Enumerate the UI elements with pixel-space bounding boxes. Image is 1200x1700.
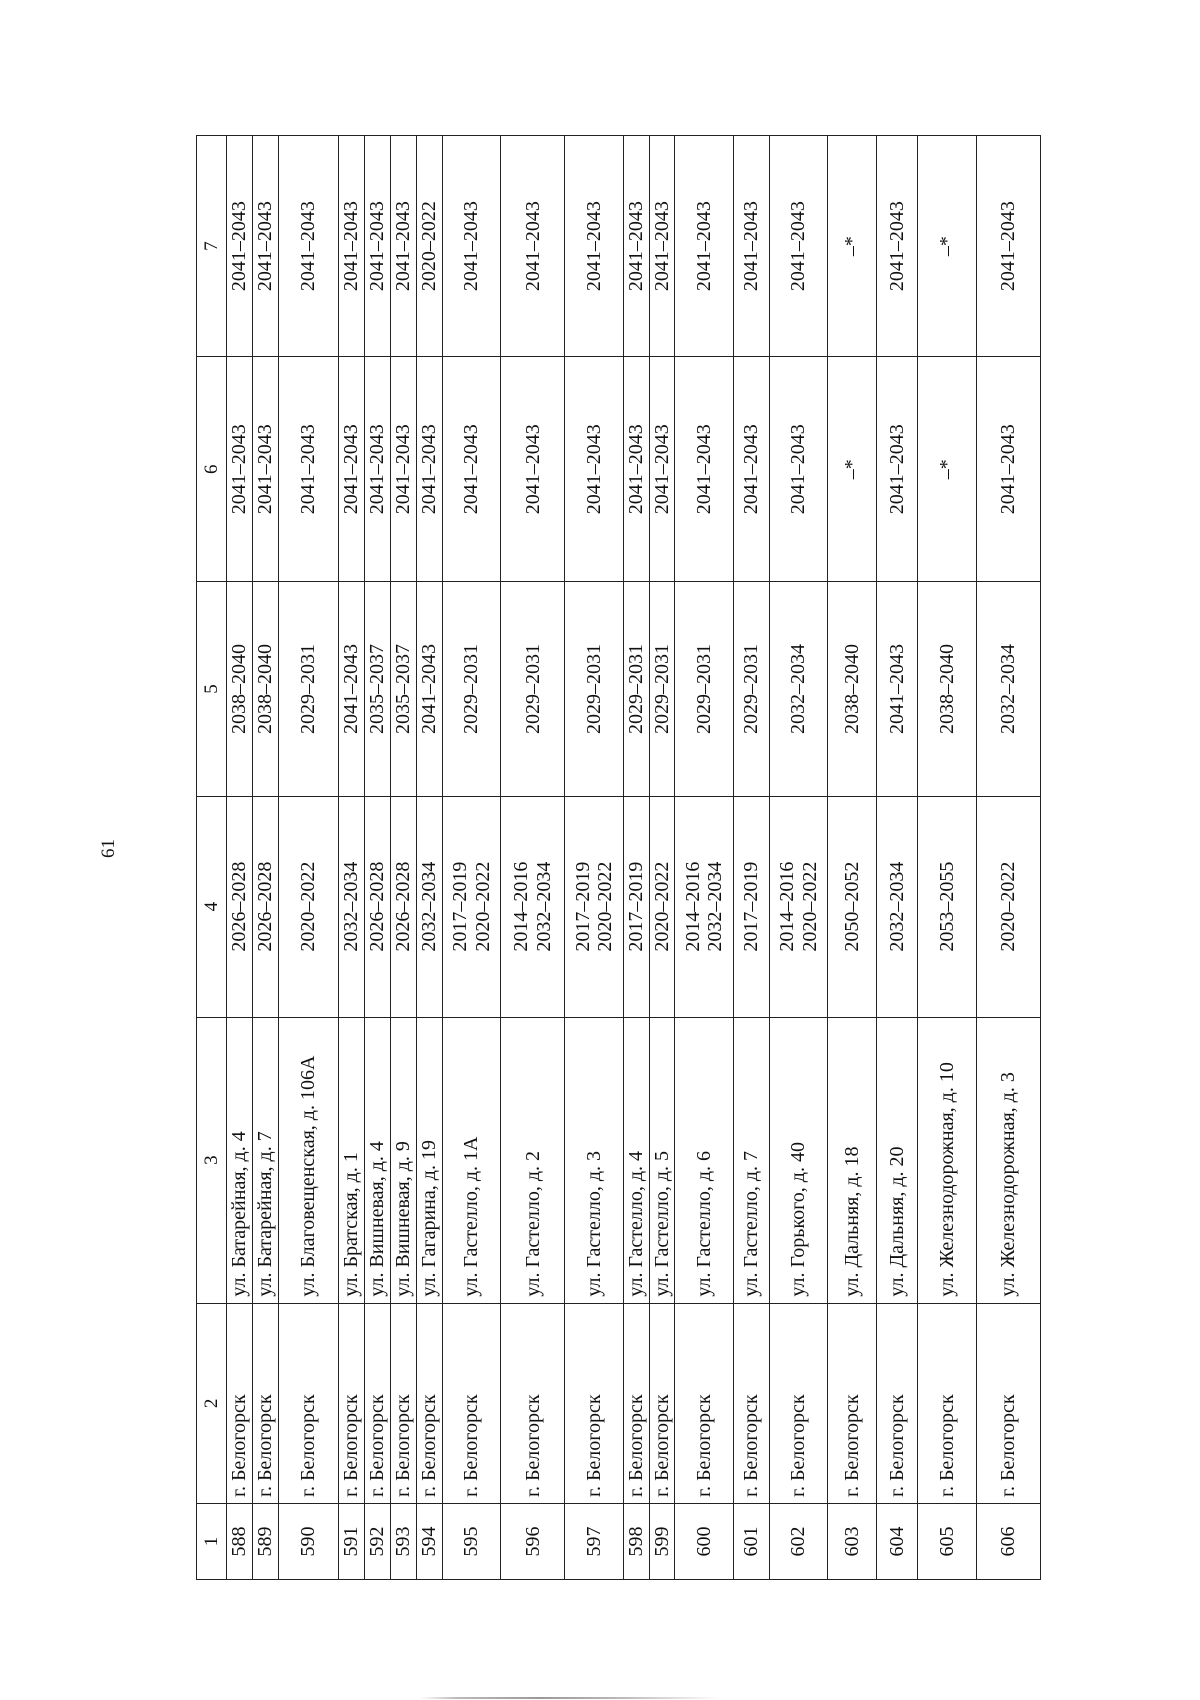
cell-col-4: 2020–2022 bbox=[976, 796, 1040, 1017]
cell-col-4: 2026–2028 bbox=[227, 796, 253, 1017]
cell-col-5: 2029–2031 bbox=[675, 582, 733, 796]
cell-col-6: 2041–2043 bbox=[976, 357, 1040, 582]
cell-col-7: 2041–2043 bbox=[391, 136, 417, 357]
cell-col-6: 2041–2043 bbox=[565, 357, 623, 582]
cell-col-6: 2041–2043 bbox=[416, 357, 442, 582]
cell-col-3: ул. Вишневая, д. 9 bbox=[391, 1017, 417, 1303]
cell-col-7: 2041–2043 bbox=[365, 136, 391, 357]
cell-col-1: 590 bbox=[278, 1504, 338, 1580]
cell-col-1: 588 bbox=[227, 1504, 253, 1580]
cell-col-6: 2041–2043 bbox=[442, 357, 500, 582]
cell-col-5: 2029–2031 bbox=[278, 582, 338, 796]
table-row bbox=[675, 136, 733, 1580]
table-row bbox=[649, 136, 675, 1580]
cell-col-5: 2038–2040 bbox=[252, 582, 278, 796]
cell-col-7: 2041–2043 bbox=[733, 136, 769, 357]
cell-col-5: 2041–2043 bbox=[339, 582, 365, 796]
cell-col-1: 602 bbox=[769, 1504, 827, 1580]
cell-col-6: –* bbox=[828, 357, 877, 582]
cell-col-3: ул. Гастелло, д. 5 bbox=[649, 1017, 675, 1303]
cell-col-1: 606 bbox=[976, 1504, 1040, 1580]
schedule-table bbox=[196, 135, 1041, 1580]
table-row bbox=[828, 136, 877, 1580]
page-number: 61 bbox=[98, 839, 119, 858]
table-row bbox=[278, 136, 338, 1580]
cell-col-7: 2041–2043 bbox=[252, 136, 278, 357]
cell-col-4: 2026–2028 bbox=[365, 796, 391, 1017]
header-col-5: 5 bbox=[197, 582, 227, 796]
cell-col-6: 2041–2043 bbox=[769, 357, 827, 582]
table-row bbox=[227, 136, 253, 1580]
cell-col-1: 601 bbox=[733, 1504, 769, 1580]
table-row bbox=[501, 136, 565, 1580]
cell-col-3: ул. Гастелло, д. 1А bbox=[442, 1017, 500, 1303]
cell-col-4: 2017–2019 bbox=[733, 796, 769, 1017]
cell-col-3: ул. Батарейная, д. 4 bbox=[227, 1017, 253, 1303]
cell-col-2: г. Белогорск bbox=[876, 1303, 918, 1503]
header-col-1: 1 bbox=[197, 1504, 227, 1580]
table-row bbox=[391, 136, 417, 1580]
cell-col-7: 2041–2043 bbox=[623, 136, 649, 357]
cell-col-2: г. Белогорск bbox=[442, 1303, 500, 1503]
cell-col-1: 593 bbox=[391, 1504, 417, 1580]
cell-col-2: г. Белогорск bbox=[649, 1303, 675, 1503]
cell-col-6: 2041–2043 bbox=[339, 357, 365, 582]
cell-col-3: ул. Вишневая, д. 4 bbox=[365, 1017, 391, 1303]
header-col-6: 6 bbox=[197, 357, 227, 582]
cell-col-3: ул. Гастелло, д. 6 bbox=[675, 1017, 733, 1303]
cell-col-1: 598 bbox=[623, 1504, 649, 1580]
cell-col-6: 2041–2043 bbox=[649, 357, 675, 582]
cell-col-1: 600 bbox=[675, 1504, 733, 1580]
cell-col-2: г. Белогорск bbox=[252, 1303, 278, 1503]
cell-col-5: 2038–2040 bbox=[828, 582, 877, 796]
cell-col-6: 2041–2043 bbox=[391, 357, 417, 582]
cell-col-3: ул. Гастелло, д. 3 bbox=[565, 1017, 623, 1303]
cell-col-7: 2041–2043 bbox=[501, 136, 565, 357]
cell-col-1: 589 bbox=[252, 1504, 278, 1580]
cell-col-3: ул. Железнодорожная, д. 3 bbox=[976, 1017, 1040, 1303]
table-row bbox=[918, 136, 976, 1580]
table-row bbox=[416, 136, 442, 1580]
cell-col-2: г. Белогорск bbox=[675, 1303, 733, 1503]
cell-col-7: –* bbox=[828, 136, 877, 357]
cell-col-4: 2026–2028 bbox=[391, 796, 417, 1017]
table-row bbox=[623, 136, 649, 1580]
cell-col-2: г. Белогорск bbox=[278, 1303, 338, 1503]
cell-col-5: 2041–2043 bbox=[876, 582, 918, 796]
cell-col-3: ул. Гастелло, д. 2 bbox=[501, 1017, 565, 1303]
cell-col-2: г. Белогорск bbox=[769, 1303, 827, 1503]
cell-col-4: 2032–2034 bbox=[339, 796, 365, 1017]
cell-col-2: г. Белогорск bbox=[976, 1303, 1040, 1503]
cell-col-5: 2029–2031 bbox=[565, 582, 623, 796]
cell-col-7: 2041–2043 bbox=[442, 136, 500, 357]
cell-col-7: 2041–2043 bbox=[565, 136, 623, 357]
cell-col-4: 2053–2055 bbox=[918, 796, 976, 1017]
cell-col-2: г. Белогорск bbox=[391, 1303, 417, 1503]
cell-col-6: 2041–2043 bbox=[623, 357, 649, 582]
cell-col-2: г. Белогорск bbox=[565, 1303, 623, 1503]
cell-col-2: г. Белогорск bbox=[733, 1303, 769, 1503]
cell-col-2: г. Белогорск bbox=[918, 1303, 976, 1503]
table-row bbox=[565, 136, 623, 1580]
cell-col-2: г. Белогорск bbox=[828, 1303, 877, 1503]
cell-col-7: 2041–2043 bbox=[876, 136, 918, 357]
cell-col-3: ул. Гастелло, д. 7 bbox=[733, 1017, 769, 1303]
cell-col-1: 597 bbox=[565, 1504, 623, 1580]
cell-col-4: 2032–2034 bbox=[876, 796, 918, 1017]
cell-col-6: –* bbox=[918, 357, 976, 582]
cell-col-5: 2041–2043 bbox=[416, 582, 442, 796]
cell-col-1: 594 bbox=[416, 1504, 442, 1580]
cell-col-1: 595 bbox=[442, 1504, 500, 1580]
cell-col-5: 2029–2031 bbox=[442, 582, 500, 796]
cell-col-7: 2041–2043 bbox=[278, 136, 338, 357]
cell-col-3: ул. Благовещенская, д. 106А bbox=[278, 1017, 338, 1303]
cell-col-6: 2041–2043 bbox=[675, 357, 733, 582]
cell-col-2: г. Белогорск bbox=[365, 1303, 391, 1503]
table-row bbox=[252, 136, 278, 1580]
header-col-4: 4 bbox=[197, 796, 227, 1017]
header-col-7: 7 bbox=[197, 136, 227, 357]
cell-col-4: 2014–2016 2032–2034 bbox=[675, 796, 733, 1017]
cell-col-7: 2020–2022 bbox=[416, 136, 442, 357]
cell-col-2: г. Белогорск bbox=[227, 1303, 253, 1503]
cell-col-7: 2041–2043 bbox=[339, 136, 365, 357]
cell-col-5: 2032–2034 bbox=[769, 582, 827, 796]
cell-col-3: ул. Батарейная, д. 7 bbox=[252, 1017, 278, 1303]
cell-col-1: 599 bbox=[649, 1504, 675, 1580]
cell-col-4: 2050–2052 bbox=[828, 796, 877, 1017]
cell-col-4: 2014–2016 2020–2022 bbox=[769, 796, 827, 1017]
cell-col-7: 2041–2043 bbox=[769, 136, 827, 357]
header-col-2: 2 bbox=[197, 1303, 227, 1503]
cell-col-3: ул. Дальняя, д. 18 bbox=[828, 1017, 877, 1303]
cell-col-3: ул. Дальняя, д. 20 bbox=[876, 1017, 918, 1303]
cell-col-3: ул. Гагарина, д. 19 bbox=[416, 1017, 442, 1303]
cell-col-2: г. Белогорск bbox=[416, 1303, 442, 1503]
rotated-table-wrapper bbox=[196, 135, 1041, 1580]
cell-col-6: 2041–2043 bbox=[733, 357, 769, 582]
header-col-3: 3 bbox=[197, 1017, 227, 1303]
cell-col-7: 2041–2043 bbox=[976, 136, 1040, 357]
table-row bbox=[733, 136, 769, 1580]
cell-col-4: 2026–2028 bbox=[252, 796, 278, 1017]
cell-col-3: ул. Горького, д. 40 bbox=[769, 1017, 827, 1303]
cell-col-5: 2038–2040 bbox=[918, 582, 976, 796]
cell-col-4: 2017–2019 2020–2022 bbox=[565, 796, 623, 1017]
cell-col-4: 2032–2034 bbox=[416, 796, 442, 1017]
cell-col-5: 2029–2031 bbox=[501, 582, 565, 796]
cell-col-4: 2017–2019 bbox=[623, 796, 649, 1017]
cell-col-4: 2020–2022 bbox=[278, 796, 338, 1017]
scan-edge-line bbox=[0, 1697, 1200, 1699]
cell-col-6: 2041–2043 bbox=[252, 357, 278, 582]
cell-col-4: 2017–2019 2020–2022 bbox=[442, 796, 500, 1017]
cell-col-3: ул. Братская, д. 1 bbox=[339, 1017, 365, 1303]
cell-col-5: 2029–2031 bbox=[649, 582, 675, 796]
cell-col-1: 592 bbox=[365, 1504, 391, 1580]
header-row bbox=[197, 136, 227, 1580]
cell-col-7: 2041–2043 bbox=[649, 136, 675, 357]
cell-col-5: 2035–2037 bbox=[391, 582, 417, 796]
cell-col-1: 604 bbox=[876, 1504, 918, 1580]
cell-col-3: ул. Железнодорожная, д. 10 bbox=[918, 1017, 976, 1303]
cell-col-7: –* bbox=[918, 136, 976, 357]
table-row bbox=[339, 136, 365, 1580]
cell-col-7: 2041–2043 bbox=[675, 136, 733, 357]
cell-col-5: 2038–2040 bbox=[227, 582, 253, 796]
cell-col-1: 596 bbox=[501, 1504, 565, 1580]
table-row bbox=[876, 136, 918, 1580]
cell-col-3: ул. Гастелло, д. 4 bbox=[623, 1017, 649, 1303]
cell-col-6: 2041–2043 bbox=[501, 357, 565, 582]
table-row bbox=[365, 136, 391, 1580]
table-body bbox=[227, 136, 1041, 1580]
cell-col-2: г. Белогорск bbox=[623, 1303, 649, 1503]
cell-col-6: 2041–2043 bbox=[278, 357, 338, 582]
cell-col-7: 2041–2043 bbox=[227, 136, 253, 357]
cell-col-5: 2029–2031 bbox=[733, 582, 769, 796]
table-row bbox=[442, 136, 500, 1580]
cell-col-4: 2020–2022 bbox=[649, 796, 675, 1017]
table-row bbox=[769, 136, 827, 1580]
cell-col-6: 2041–2043 bbox=[876, 357, 918, 582]
cell-col-6: 2041–2043 bbox=[227, 357, 253, 582]
cell-col-1: 605 bbox=[918, 1504, 976, 1580]
cell-col-1: 603 bbox=[828, 1504, 877, 1580]
cell-col-5: 2029–2031 bbox=[623, 582, 649, 796]
table-row bbox=[976, 136, 1040, 1580]
cell-col-5: 2032–2034 bbox=[976, 582, 1040, 796]
cell-col-2: г. Белогорск bbox=[339, 1303, 365, 1503]
cell-col-6: 2041–2043 bbox=[365, 357, 391, 582]
cell-col-5: 2035–2037 bbox=[365, 582, 391, 796]
cell-col-1: 591 bbox=[339, 1504, 365, 1580]
cell-col-2: г. Белогорск bbox=[501, 1303, 565, 1503]
cell-col-4: 2014–2016 2032–2034 bbox=[501, 796, 565, 1017]
